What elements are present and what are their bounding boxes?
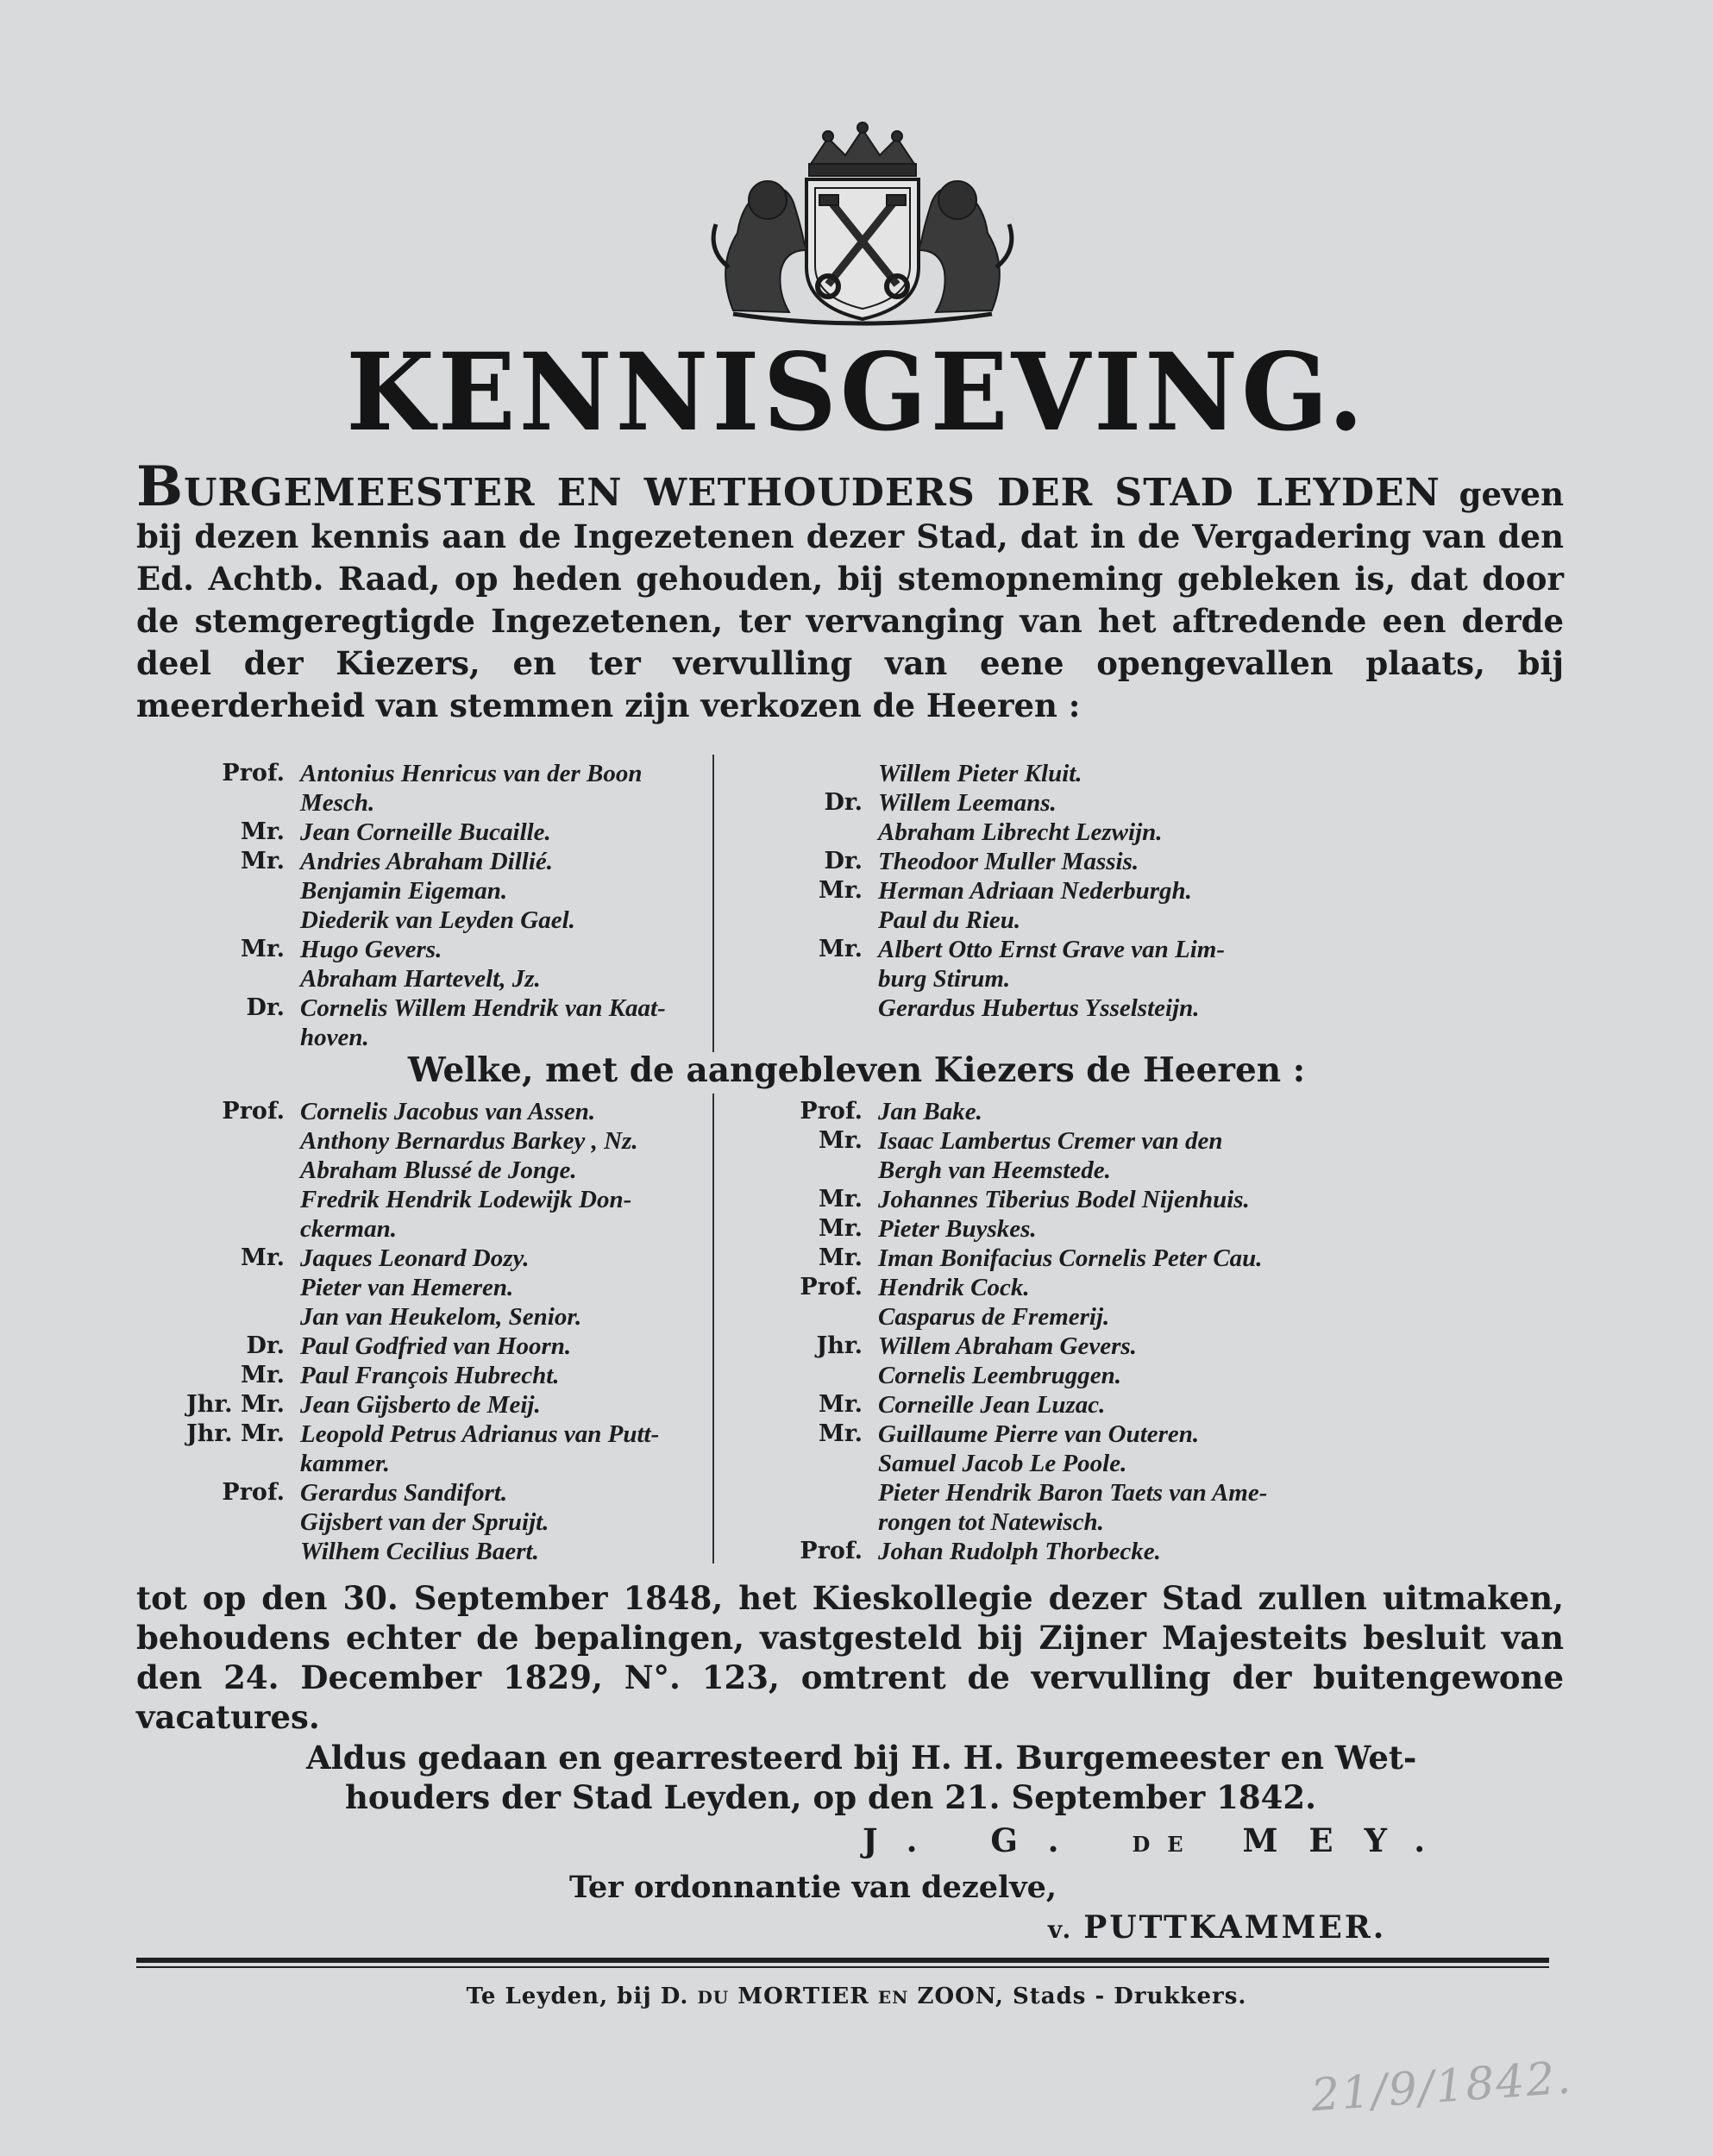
imprint-part-2: , Stads - Drukkers. [995,1984,1247,2009]
name-row [136,876,697,906]
name-row [136,818,697,847]
name-row [723,1478,1559,1507]
name-row [723,1185,1559,1214]
elected-right-column [723,759,1559,1023]
name-row [136,847,697,876]
honorific: Mr. [240,936,285,962]
printer-imprint [0,1984,1713,2009]
name-row [136,1244,697,1273]
column-divider [712,1094,714,1564]
person-name: Jan van Heukelom, Senior. [300,1303,582,1331]
imprint-mortier: MORTIER [737,1984,869,2009]
honorific: Mr. [240,848,285,874]
honorific: Mr. [818,1127,863,1154]
name-row [723,1244,1559,1273]
footer-rule [136,1958,1549,1963]
name-row [136,1126,697,1156]
person-name: Jean Gijsberto de Meij. [300,1391,541,1419]
signature-mayor-initials: J. G. [863,1821,1090,1859]
person-name: Johannes Tiberius Bodel Nijenhuis. [878,1186,1250,1213]
person-name: Guillaume Pierre van Outeren. [878,1420,1200,1448]
done-statement [306,1738,1566,1817]
column-divider [712,755,714,1052]
intro-paragraph [136,454,1564,727]
name-row [136,1185,697,1214]
name-row [723,1390,1559,1420]
name-row [723,847,1559,876]
person-name: Willem Abraham Gevers. [878,1332,1137,1360]
person-name: Paul Godfried van Hoorn. [300,1332,572,1360]
name-row [136,1361,697,1390]
name-row [723,876,1559,906]
honorific: Jhr. Mr. [186,1391,285,1418]
person-name: Paul François Hubrecht. [300,1362,560,1389]
name-row [723,993,1559,1023]
person-name: Gerardus Sandifort. [300,1479,508,1507]
remaining-heading: Welke, met de aangebleven Kiezers de Heeren : [407,1050,1306,1090]
name-row [723,1097,1559,1126]
ordonnantie-line: Ter ordonnantie van dezelve, [569,1870,1057,1905]
name-row [723,1302,1559,1332]
honorific: Mr. [240,1362,285,1388]
person-name: Cornelis Jacobus van Assen. [300,1098,596,1125]
imprint-part-1: Te Leyden, bij D. [466,1984,689,2009]
person-name: Andries Abraham Dillié. [300,848,554,875]
name-row [723,1537,1559,1566]
honorific: Jhr. Mr. [186,1420,285,1447]
person-name: Jaques Leonard Dozy. [300,1244,530,1272]
signature-mayor [863,1821,1456,1859]
honorific: Mr. [818,1420,863,1447]
person-name: Paul du Rieu. [878,906,1021,934]
person-name: Isaac Lambertus Cremer van den [878,1127,1223,1155]
imprint-en: EN [877,1987,909,2008]
name-row [723,1332,1559,1361]
honorific: Dr. [824,848,863,874]
person-name: Abraham Librecht Lezwijn. [878,818,1163,846]
signature-mayor-name: MEY. [1242,1821,1457,1859]
name-row [723,964,1559,993]
signature-mayor-de: DE [1132,1832,1201,1857]
name-row [723,788,1559,818]
person-name: Iman Bonifacius Cornelis Peter Cau. [878,1244,1263,1272]
name-row [136,1507,697,1537]
closing-paragraph: tot op den 30. September 1848, het Kieskollegie dezer Stad zullen uitmaken, behoudens echter de bepalingen, vastgesteld bij Zijner Majesteits besluit van den 24. December 1829, N°. 123, omtrent de vervulling der buitengewone vacatures. [136,1579,1564,1736]
name-row [723,1214,1559,1244]
honorific: Mr. [818,1391,863,1418]
name-row [136,1420,697,1449]
person-name: Wilhem Cecilius Baert. [300,1538,539,1565]
name-row [136,759,697,788]
person-name: Johan Rudolph Thorbecke. [878,1538,1161,1565]
person-name: Antonius Henricus van der Boon [300,760,643,787]
person-name: Anthony Bernardus Barkey , Nz. [300,1127,638,1155]
name-row [136,1449,697,1478]
person-name: Willem Pieter Kluit. [878,760,1082,787]
signature-secretary [1048,1909,1386,1946]
elected-list [136,759,1564,1056]
name-row [136,1478,697,1507]
remaining-left-column [136,1097,697,1566]
name-row [136,1537,697,1566]
page-title: KENNISGEVING. [346,329,1367,455]
imprint-du: DU [697,1987,730,2008]
name-row [723,1420,1559,1449]
honorific: Mr. [818,1244,863,1271]
person-name: Leopold Petrus Adrianus van Putt- [300,1420,660,1448]
person-name: Jan Bake. [878,1098,982,1125]
name-row [136,1023,697,1052]
person-name: rongen tot Natewisch. [878,1508,1104,1536]
name-row [723,935,1559,964]
honorific: Prof. [800,1098,863,1125]
name-row [723,1126,1559,1156]
intro-body: geven bij dezen kennis aan de Ingezetenen dezer Stad, dat in de Vergadering van den Ed. Achtb. Raad, op heden gehouden, bij stemopneming gebleken is, dat door de stemgeregtigde Ingezetenen, ter vervanging van het aftredende een derde deel der Kiezers, en ter vervulling van eene opengevallen plaats, bij meerderheid van stemmen zijn verkozen de Heeren : [136,475,1564,724]
done-line-1: Aldus gedaan en gearresteerd bij H. H. Burgemeester en Wet- [306,1739,1417,1777]
person-name: Pieter van Hemeren. [300,1274,514,1301]
signature-secretary-name: PUTTKAMMER. [1083,1909,1387,1946]
honorific: Prof. [222,1098,285,1125]
person-name: kammer. [300,1450,390,1477]
honorific: Prof. [800,1538,863,1564]
footer-rule-thin [136,1966,1549,1968]
name-row [723,1273,1559,1302]
honorific: Mr. [818,1215,863,1242]
honorific: Dr. [246,1332,285,1359]
name-row [136,993,697,1023]
person-name: Jean Corneille Bucaille. [300,818,551,846]
person-name: Corneille Jean Luzac. [878,1391,1106,1419]
name-row [723,1449,1559,1478]
remaining-right-column [723,1097,1559,1566]
person-name: Mesch. [300,789,375,817]
person-name: Hendrik Cock. [878,1274,1030,1301]
honorific: Prof. [800,1274,863,1300]
person-name: Theodoor Muller Massis. [878,848,1139,875]
honorific: Dr. [246,994,285,1021]
name-row [723,1156,1559,1185]
name-row [723,906,1559,935]
person-name: Pieter Buyskes. [878,1215,1037,1243]
person-name: Cornelis Willem Hendrik van Kaat- [300,994,666,1022]
person-name: Albert Otto Ernst Grave van Lim- [878,936,1225,963]
elected-left-column [136,759,697,1052]
person-name: Willem Leemans. [878,789,1057,817]
person-name: Diederik van Leyden Gael. [300,906,575,934]
name-row [136,1156,697,1185]
name-row [136,1302,697,1332]
person-name: Cornelis Leembruggen. [878,1362,1121,1389]
honorific: Mr. [240,818,285,845]
name-row [136,1097,697,1126]
person-name: Herman Adriaan Nederburgh. [878,877,1192,905]
name-row [136,1214,697,1244]
honorific: Mr. [240,1244,285,1271]
person-name: Hugo Gevers. [300,936,442,963]
person-name: ckerman. [300,1215,397,1243]
done-line-2: houders der Stad Leyden, op den 21. September 1842. [345,1778,1316,1816]
intro-lead [136,454,1440,519]
person-name: Gerardus Hubertus Ysselsteijn. [878,994,1200,1022]
imprint-zoon: ZOON [917,1984,995,2009]
name-row [136,906,697,935]
name-row [136,788,697,818]
name-row [723,818,1559,847]
honorific: Jhr. [816,1332,863,1359]
name-row [723,759,1559,788]
name-row [136,935,697,964]
honorific: Prof. [222,1479,285,1506]
name-row [136,1273,697,1302]
remaining-list [136,1097,1564,1571]
name-row [723,1361,1559,1390]
lead-rest: URGEMEESTER EN WETHOUDERS DER STAD LEYDEN [184,471,1440,515]
name-row [723,1507,1559,1537]
pencil-date-note: 21/9/1842. [1309,2052,1574,2122]
person-name: Samuel Jacob Le Poole. [878,1450,1127,1477]
person-name: Bergh van Heemstede. [878,1156,1111,1184]
lead-initial: B [136,454,185,519]
person-name: Abraham Blussé de Jonge. [300,1156,577,1184]
person-name: Benjamin Eigeman. [300,877,508,905]
person-name: Casparus de Fremerij. [878,1303,1110,1331]
honorific: Dr. [824,789,863,816]
person-name: Abraham Hartevelt, Jz. [300,965,541,993]
name-row [136,964,697,993]
honorific: Mr. [818,877,863,904]
leiden-coat-of-arms-icon [699,121,1026,328]
person-name: hoven. [300,1024,369,1051]
person-name: Gijsbert van der Spruijt. [300,1508,549,1536]
signature-secretary-v: v. [1048,1915,1074,1944]
person-name: Pieter Hendrik Baron Taets van Ame- [878,1479,1268,1507]
name-row [136,1390,697,1420]
honorific: Mr. [818,1186,863,1213]
person-name: Fredrik Hendrik Lodewijk Don- [300,1186,632,1213]
name-row [136,1332,697,1361]
person-name: burg Stirum. [878,965,1011,993]
honorific: Prof. [222,760,285,787]
honorific: Mr. [818,936,863,962]
